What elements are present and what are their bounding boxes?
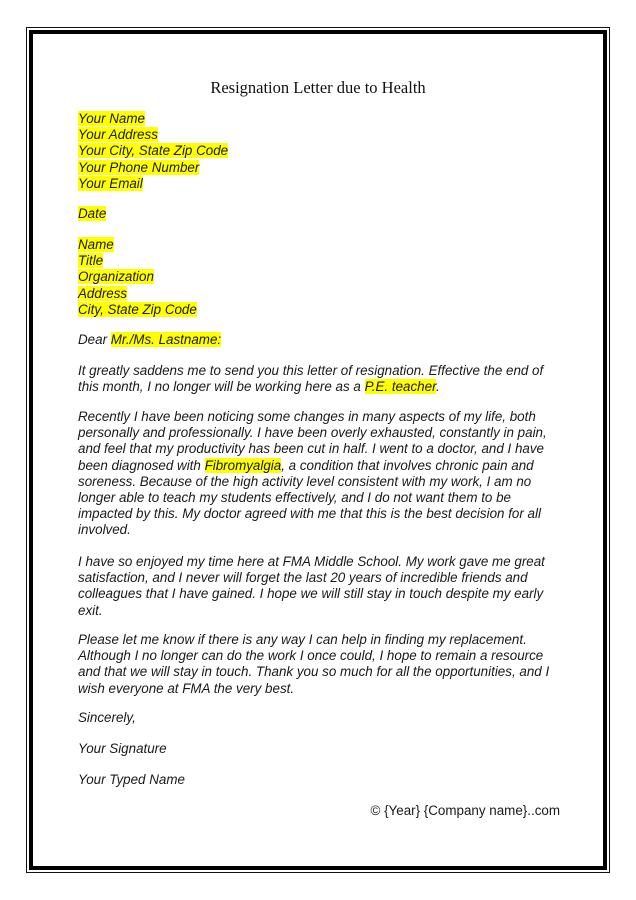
paragraph-3: I have so enjoyed my time here at FMA Middle School. My work gave me great satisfaction, and I never will forget the last 20 years of incredible friends and colleagues that I have gained. I hope we will still stay in touch despite my early exit. — [78, 554, 545, 618]
closing: Sincerely, — [78, 710, 136, 725]
recipient-block — [78, 237, 197, 318]
signature: Your Signature — [78, 741, 167, 756]
sender-email: Your Email — [78, 175, 143, 191]
date-line — [78, 206, 106, 222]
paragraph-2-text: Recently I have been noticing some changes in many aspects of my life, both personally and professionally. I have been overly exhausted, constantly in pain, and feel that my productivity has been cut in half. I went to a doctor, and I have been diagnosed with — [78, 409, 547, 473]
paragraph-2-end: , a condition that involves chronic pain and soreness. Because of the high activity level consistent with my work, I am no longer able to teach my students effectively, and I do not want them to be impacted by this. My doctor agreed with me that this is the best decision for all involved. — [78, 457, 541, 538]
recipient-address: Address — [78, 285, 128, 301]
sender-block — [78, 111, 228, 192]
recipient-name: Name — [78, 237, 114, 252]
salutation-prefix: Dear — [78, 332, 111, 347]
paragraph-1-text: It greatly saddens me to send you this letter of resignation. Effective the end of this month, I no longer will be working here as a — [78, 363, 544, 395]
sender-address: Your Address — [78, 127, 158, 143]
sender-name: Your Name — [78, 111, 145, 126]
document-title: Resignation Letter due to Health — [210, 78, 426, 97]
recipient-organization: Organization — [78, 269, 154, 285]
condition-highlight: Fibromyalgia — [204, 457, 282, 473]
paragraph-4: Please let me know if there is any way I can help in finding my replacement. Although I no longer can do the work I once could, I hope to remain a resource and that we will stay in touch. Thank you so much for all the opportunities, and I wish everyone at FMA the very best. — [78, 632, 550, 696]
copyright-notice: © {Year} {Company name}..com — [370, 803, 560, 818]
recipient-title: Title — [78, 253, 104, 269]
typed-name: Your Typed Name — [78, 772, 185, 787]
sender-phone: Your Phone Number — [78, 159, 200, 175]
salutation-name: Mr./Ms. Lastname: — [110, 332, 222, 347]
job-title-highlight: P.E. teacher — [364, 379, 437, 395]
salutation — [78, 332, 221, 348]
sender-city: Your City, State Zip Code — [78, 143, 229, 159]
paragraph-1-end: . — [436, 379, 440, 395]
recipient-city: City, State Zip Code — [78, 301, 197, 317]
date: Date — [78, 206, 107, 221]
paragraph-1 — [78, 363, 556, 395]
paragraph-2 — [78, 409, 556, 539]
